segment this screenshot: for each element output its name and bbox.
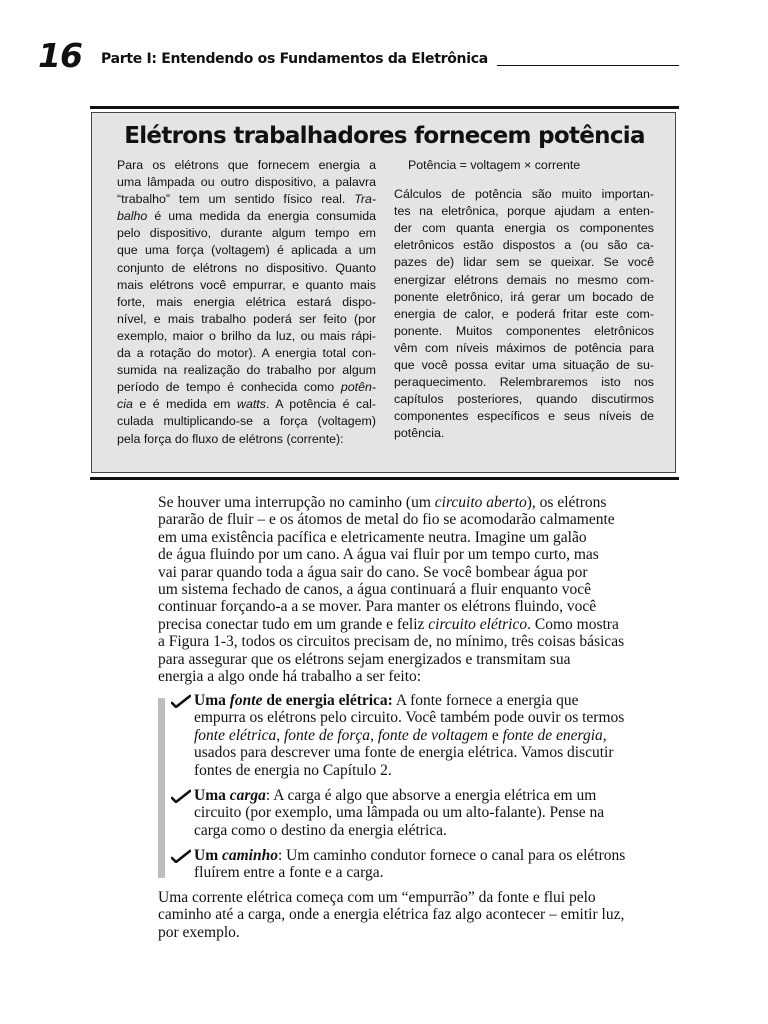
paragraph-italic: circuito elétrico xyxy=(428,615,528,633)
body-paragraph xyxy=(158,494,678,685)
bullet-line: usados para descrever uma fonte de energia elétrica. Vamos discutir xyxy=(194,744,614,762)
bullet-italic: fonte de energia, xyxy=(502,726,607,744)
bullet-text xyxy=(194,692,681,779)
bullet-bold: Uma xyxy=(194,787,230,804)
sidebar-right-column xyxy=(394,157,654,443)
bullet-bold: Uma xyxy=(194,692,230,709)
paragraph-line: continuar forçando-a a se mover. Para manter os elétrons fluindo, você xyxy=(158,598,597,616)
sidebar-line: ponente eletrônico, irá gerar um bocado de xyxy=(394,289,654,304)
bullet-text xyxy=(194,787,681,839)
sidebar-left-column xyxy=(117,157,376,448)
bullet-item-load xyxy=(171,787,681,839)
sidebar-italic: potên- xyxy=(340,380,376,395)
sidebar-right-text xyxy=(394,186,654,442)
sidebar-line xyxy=(117,208,376,225)
sidebar-line: conjunto de elétrons no dispositivo. Quanto xyxy=(117,260,376,275)
sidebar-line: uma lâmpada ou outro dispositivo, a palavra xyxy=(117,175,376,190)
bullet-line xyxy=(194,787,681,804)
bullet-line: fontes de energia no Capítulo 2. xyxy=(194,761,392,779)
sidebar-line: pelo dispositivo, durante algum tempo em xyxy=(117,226,376,241)
sidebar-italic: Tra- xyxy=(354,192,376,207)
bullet-span: : Um caminho condutor fornece o canal para os elétrons xyxy=(277,847,626,864)
paragraph-line: em uma existência pacífica e eletricamente neutra. Imagine um galão xyxy=(158,528,587,546)
sidebar-line: que uma força (voltagem) é aplicada a um xyxy=(117,243,376,258)
sidebar-line: vêm com níveis máximos de potência para xyxy=(394,340,654,355)
bullet-line: carga como o destino da energia elétrica. xyxy=(194,821,447,839)
bullet-item-source xyxy=(171,692,681,779)
bullet-line: empurra os elétrons pelo circuito. Você também pode ouvir os termos xyxy=(194,709,625,727)
paragraph-text: precisa conectar tudo em um grande e feliz xyxy=(158,615,429,633)
sidebar-line: capítulos posteriores, quando discutirmos xyxy=(394,392,654,407)
bullet-bold: de energia elétrica: xyxy=(262,692,393,709)
sidebar-line: peraquecimento. Relembraremos isto nos xyxy=(394,375,654,390)
page-number: 16 xyxy=(38,36,82,75)
power-formula: Potência = voltagem × corrente xyxy=(408,158,581,172)
sidebar-line xyxy=(117,191,376,208)
sidebar-line: der com quanta energia os componentes xyxy=(394,221,654,236)
sidebar-line: ponente. Muitos componentes eletrônicos xyxy=(394,323,654,338)
check-icon xyxy=(171,849,191,863)
bullet-bold-italic: carga xyxy=(229,787,266,804)
sidebar-line xyxy=(117,379,376,396)
sidebar-text: “trabalho” tem um sentido físico real. xyxy=(117,192,355,207)
sidebar-text: é uma medida da energia consumida xyxy=(147,209,376,224)
sidebar-line: nível, e mais trabalho poderá ser feito (por xyxy=(117,311,376,326)
bullet-line: circuito (por exemplo, uma lâmpada ou um alto-falante). Pense na xyxy=(194,804,605,822)
paragraph-line: pararão de fluir – e os átomos de metal do fio se acomodarão calmamente xyxy=(158,511,615,529)
check-icon xyxy=(171,789,191,803)
bullet-line xyxy=(194,692,681,709)
paragraph-line: de água fluindo por um cano. A água vai fluir por um tempo curto, mas xyxy=(158,546,599,564)
sidebar-line xyxy=(117,396,376,413)
paragraph-line: a Figura 1-3, todos os circuitos precisam de, no mínimo, três coisas básicas xyxy=(158,633,625,651)
bullet-item-path xyxy=(171,847,681,882)
sidebar-title: Elétrons trabalhadores fornecem potência xyxy=(124,123,645,149)
bullet-italic: fonte de força xyxy=(283,726,371,744)
sidebar-line: exemplo, maior o brilho da luz, ou mais rápi- xyxy=(117,328,376,343)
bullet-span: , xyxy=(276,726,284,744)
paragraph-line: energia a algo onde há trabalho a ser feito: xyxy=(158,668,422,686)
sidebar-line: eletrônicos estão dispostos a (ou são ca- xyxy=(394,238,654,253)
sidebar-line: potência. xyxy=(394,426,445,441)
sidebar-rule-top xyxy=(90,106,679,109)
header-rule xyxy=(497,65,679,66)
paragraph-line xyxy=(158,494,678,511)
sidebar-italic: watts xyxy=(237,397,266,412)
bullet-line xyxy=(194,727,681,744)
sidebar-line: tes na eletrônica, porque ajudam a enten- xyxy=(394,204,654,219)
bullet-text xyxy=(194,847,681,882)
sidebar-rule-bottom xyxy=(90,477,679,480)
paragraph-line: vai parar quando toda a água sair do cano. Se você bombear água por xyxy=(158,563,588,581)
paragraph-text: . Como mostra xyxy=(527,615,619,633)
sidebar-line: componentes específicos e seus níveis de xyxy=(394,409,654,424)
bullet-span: , xyxy=(370,726,378,744)
sidebar-line: mais elétrons você empurrar, e quanto mais xyxy=(117,277,376,292)
sidebar-line: forte, mais energia elétrica estará dispo- xyxy=(117,294,376,309)
paragraph-text: ), os elétrons xyxy=(526,494,607,511)
sidebar-line: Cálculos de potência são muito importan- xyxy=(394,187,654,202)
sidebar-line: pela força do fluxo de elétrons (corrente): xyxy=(117,431,344,446)
bullet-span: e xyxy=(488,726,503,744)
sidebar-line: pazes de) lidar sem se queixar. Se você xyxy=(394,255,654,270)
sidebar-text: e é medida em xyxy=(132,397,238,412)
bullet-list-bar xyxy=(158,698,165,878)
sidebar-italic: cia xyxy=(117,397,133,412)
sidebar-line: sumida na realização do trabalho por algum xyxy=(117,363,376,378)
sidebar-italic: balho xyxy=(117,209,148,224)
sidebar-line: da a rotação do motor). A energia total con- xyxy=(117,346,376,361)
sidebar-line: Para os elétrons que fornecem energia a xyxy=(117,158,376,172)
sidebar-text: . A potência é cal- xyxy=(265,397,376,412)
paragraph-line: um sistema fechado de canos, a água continuará a fluir enquanto você xyxy=(158,581,591,599)
bullet-line: fluírem entre a fonte e a carga. xyxy=(194,864,384,882)
chapter-title: Parte I: Entendendo os Fundamentos da Eletrônica xyxy=(101,51,488,67)
paragraph-line: para assegurar que os elétrons sejam energizados e transmitam sua xyxy=(158,650,571,668)
sidebar-line: energia de calor, e poderá fritar este com- xyxy=(394,306,654,321)
paragraph-italic: circuito aberto xyxy=(434,494,527,511)
sidebar-line: culada multiplicando-se a força (voltagem) xyxy=(117,414,376,429)
paragraph-line xyxy=(158,616,678,633)
paragraph-line: por exemplo. xyxy=(158,923,240,941)
sidebar-box xyxy=(91,112,676,473)
bullet-italic: fonte de voltagem xyxy=(377,726,489,744)
paragraph-text: Se houver uma interrupção no caminho (um xyxy=(158,494,435,511)
body-paragraph-closing xyxy=(158,889,678,941)
bullet-bold: Um xyxy=(194,847,222,864)
bullet-span: A fonte fornece a energia que xyxy=(392,692,579,709)
bullet-bold-italic: caminho xyxy=(221,847,278,864)
bullet-bold-italic: fonte xyxy=(229,692,263,709)
bullet-line xyxy=(194,847,681,864)
paragraph-line: Uma corrente elétrica começa com um “empurrão” da fonte e flui pelo xyxy=(158,889,596,906)
paragraph-line: caminho até a carga, onde a energia elétrica faz algo acontecer – emitir luz, xyxy=(158,906,625,924)
check-icon xyxy=(171,694,191,708)
bullet-span: : A carga é algo que absorve a energia elétrica em um xyxy=(265,787,597,804)
bullet-italic: fonte elétrica xyxy=(194,726,277,744)
sidebar-line: que você possa evitar uma situação de su- xyxy=(394,358,654,373)
sidebar-text: período de tempo é conhecida como xyxy=(117,380,341,395)
sidebar-line: energizar elétrons demais no mesmo com- xyxy=(394,272,654,287)
